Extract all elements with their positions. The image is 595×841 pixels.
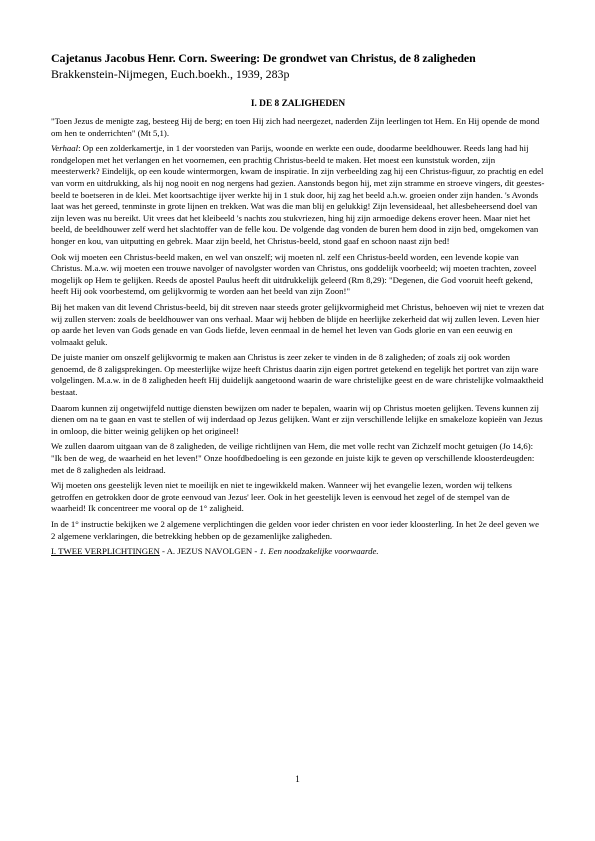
paragraph: Ook wij moeten een Christus-beeld maken, en wel van onszelf; wij moeten nl. zelf een Christus-beeld worden, een levende kopie van Christus. M.a.w. wij moeten een trouwe navolger of navolgster worden van Christus, ons goddelijk voorbeeld; wij moeten trachten, zoveel mogelijk op Hem te gelijken. Reeds de apostel Paulus heeft dit uitdrukkelijk geleerd (Rm 8,29): "Degenen, die God vooruit heeft gekend, heeft Hij ook voorbestemd, om gelijkvormig te worden aan het beeld van zijn Zoon!" [51,251,537,297]
paragraph: Wij moeten ons geestelijk leven niet te moeilijk en niet te ingewikkeld maken. Wanneer wij het evangelie lezen, worden wij telkens getroffen en getrokken door de grote eenvoud van Jezus' leer. Ook in het geestelijk leven is eenvoud het zegel of de stempel van de waarheid! Ik concentreer me vooral op de 1° zaligheid. [51,480,512,514]
section-heading: I. DE 8 ZALIGHEDEN [250,99,346,109]
story-text: : Op een zolderkamertje, in 1 der voorsteden van Parijs, woonde en werkte een oude, doodarme beeldhouwer. Reeds lang had hij rondgelopen met het verlangen en het voornemen, een prachtig Christus-beeld te maken. Het moest een kunststuk worden, zijn meesterwerk? Eindelijk, op een koude wintermorgen, kwam de inspiratie. In zijn verbeelding zag hij een Christus-figuur, zo prachtig en edel van vorm en uitdrukking, als hij nog nooit en nog nergens had gezien. Aanstonds begon hij, met zijn stramme en stroeve vingers, dit geestesbeeld te boetseren in de klei. Met koortsachtige ijver werkte hij in 1 stuk door, hij zag het beeld a.h.w. groeien onder zijn handen. 's Avonds laat was het gereed, tenminste in grote lijnen en trekken. Wat was die man blij en gelukkig! Zijn levensideaal, het allesbeheersend doel van zijn leven was nu bereikt. Uit vrees dat het kleibeeld 's nachts zou stukvriezen, hing hij zijn armoedige dekens erover heen. Maar niet het beeld, de beeldhouwer zelf werd het slachtoffer van de felle kou. De volgende dag vonden de buren hem dood in zijn bed, omgekomen van honger en kou, van uitputting en gebrek. Maar zijn beeld, het Christus-beeld, stond gaaf en schoon naast zijn bed! [51,143,545,246]
subsection-subtitle: 1. Een noodzakelijke voorwaarde. [259,546,379,557]
subsection-title: I. TWEE VERPLICHTINGEN [51,546,160,557]
publication-info: Brakkenstein-Nijmegen, Euch.boekh., 1939, 283p [51,67,290,81]
story-label: Verhaal [51,143,79,154]
subsection-line [51,546,545,558]
paragraph-quote: "Toen Jezus de menigte zag, besteeg Hij de berg; en toen Hij zich had neergezet, naderden Zijn leerlingen tot Hem. En Hij opende de mond om hen te onderrichten" (Mt 5,1). [51,116,540,138]
paragraph: Bij het maken van dit levend Christus-beeld, bij dit streven naar steeds groter gelijkvormigheid met Christus, behoeven wij niet te vrezen dat wij zullen sterven: zoals de beeldhouwer van ons verhaal. Maar wij hebben de blijde en heerlijke zekerheid dat wij zullen leven. Leven hier op aarde het leven van Gods genade en van Gods liefde, leven eenmaal in de hemel het leven van Gods glorie en van een eeuwig en volmaakt geluk. [51,301,545,347]
paragraph-story [51,143,545,247]
paragraph: De juiste manier om onszelf gelijkvormig te maken aan Christus is zeer zeker te vinden in de 8 zaligheden; of zoals zij ook worden genoemd, de 8 zaligsprekingen. Op meesterlijke wijze heeft Christus daarin zijn eigen portret getekend en tegelijk het portret van zijn ware volgelingen. M.a.w. in de 8 zaligheden heeft Hij duidelijk aangetoond waarin de ware christelijke geest en de ware christelijke volmaaktheid bestaat. [51,352,544,398]
page-number: 1 [295,775,300,785]
paragraph: Daarom kunnen zij ongetwijfeld nuttige diensten bewijzen om nader te bepalen, waarin wij op Christus moeten gelijken. Tevens kunnen zij dienen om na te gaan en vast te stellen of wij inderdaad op Jezus gelijken. Want er zijn verschillende lelijke en smakeloze kopieën van Jezus in omloop, die bitter weinig gelijken op het origineel! [51,402,543,436]
document-title: Cajetanus Jacobus Henr. Corn. Sweering: De grondwet van Christus, de 8 zaligheden [51,51,476,65]
paragraph: In de 1° instructie bekijken we 2 algemene verplichtingen die gelden voor ieder christen en voor ieder kloosterling. In het 2e deel geven we 2 algemene verklaringen, die betrekking hebben op de gezamenlijke zaligheden. [51,519,539,541]
subsection-part: - A. JEZUS NAVOLGEN - [159,546,260,557]
document-page [51,50,545,562]
paragraph: We zullen daarom uitgaan van de 8 zaligheden, de veilige richtlijnen van Hem, die met volle recht van Zichzelf mocht getuigen (Jo 14,6): "Ik ben de weg, de waarheid en het leven!" Onze hoofdbedoeling is een gezonde en juiste kijk te geven op verschillende kloosterdeugden: met de 8 zaligheden als leidraad. [51,441,535,475]
